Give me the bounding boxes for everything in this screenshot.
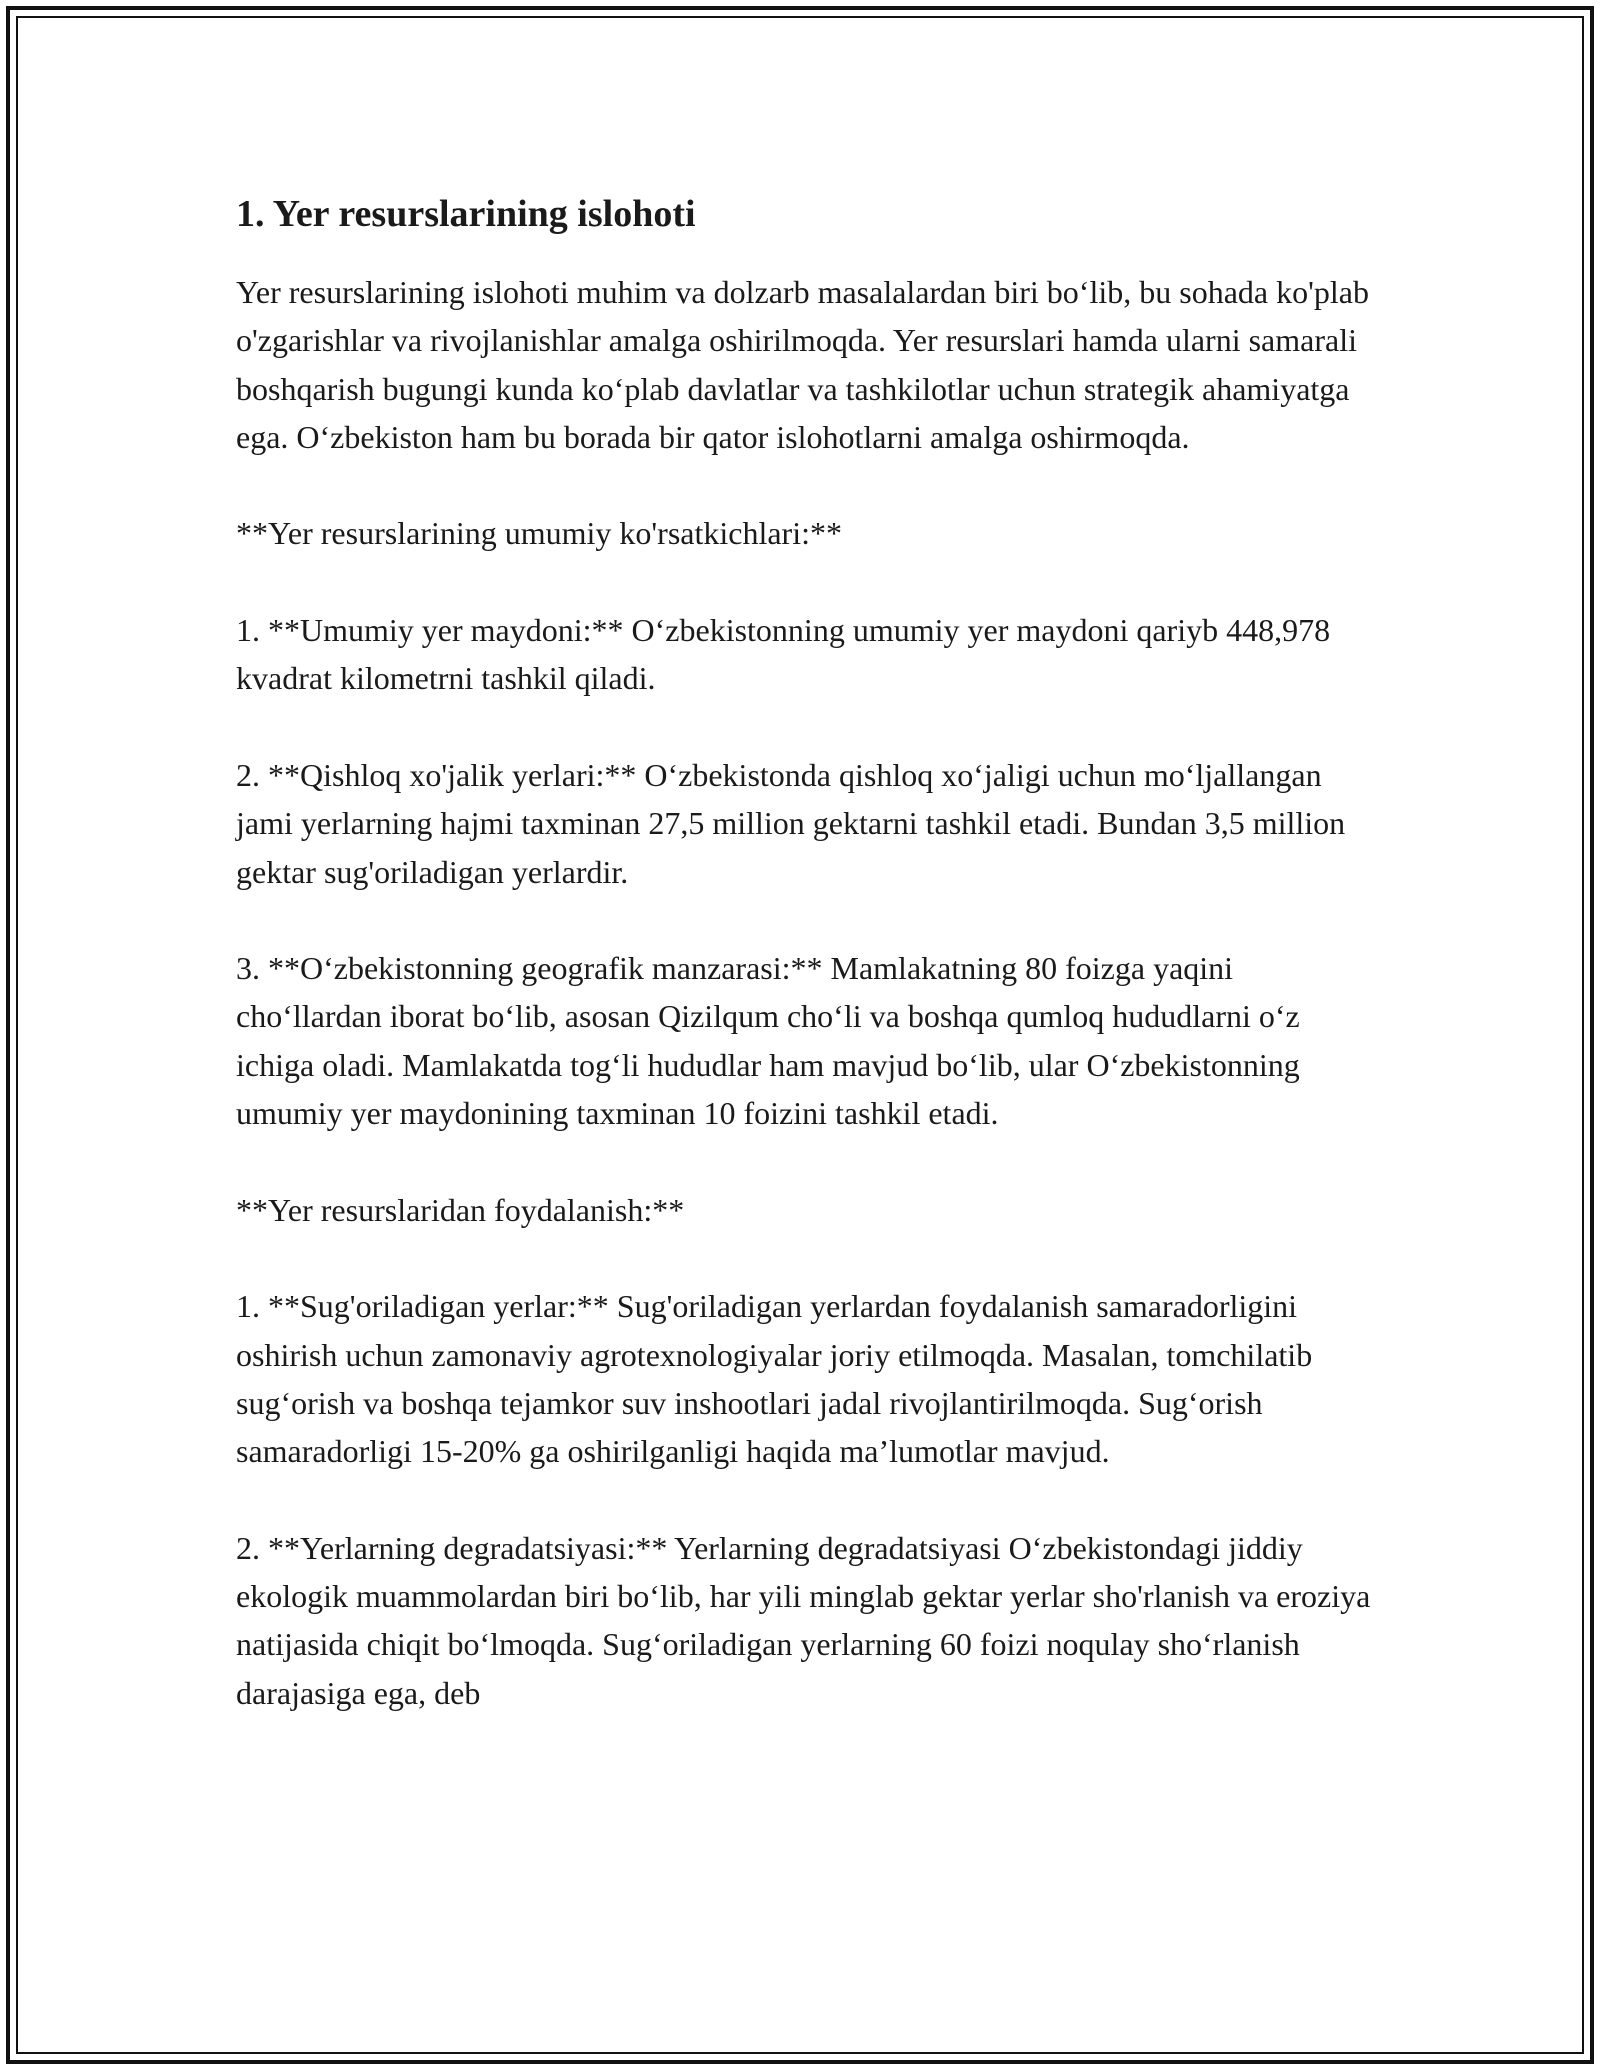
list-item-total-area: 1. **Umumiy yer maydoni:** O‘zbekistonning umumiy yer maydoni qariyb 448,978 kvadrat kilometrni tashkil qiladi. [236,612,1331,697]
list-item-geography: 3. **O‘zbekistonning geografik manzarasi:** Mamlakatning 80 foizga yaqini cho‘llardan iborat bo‘lib, asosan Qizilqum cho‘li va boshqa qumloq hududlarni o‘z ichiga oladi. Mamlakatda tog‘li hududlar ham mavjud bo‘lib, ular O‘zbekistonning umumiy yer maydonining taxminan 10 foizini tashkil etadi. [236,950,1300,1132]
list-item-degradation: 2. **Yerlarning degradatsiyasi:** Yerlarning degradatsiyasi O‘zbekistondagi jiddiy ekologik muammolardan biri bo‘lib, har yili minglab gektar yerlar sho'rlanish va eroziya natijasida chiqit bo‘lmoqda. Sug‘oriladigan yerlarning 60 foizi noqulay sho‘rlanish darajasiga ega, deb [236,1529,1371,1711]
subheading-indicators: **Yer resurslarining umumiy ko'rsatkichlari:** [236,515,842,552]
section-heading: 1. Yer resurslarining islohoti [236,193,696,235]
list-item-agricultural-land: 2. **Qishloq xo'jalik yerlari:** O‘zbekistonda qishloq xo‘jaligi uchun mo‘ljallangan jami yerlarning hajmi taxminan 27,5 million gektarni tashkil etadi. Bundan 3,5 million gektar sug'oriladigan yerlardir. [236,756,1346,890]
intro-paragraph: Yer resurslarining islohoti muhim va dolzarb masalalardan biri bo‘lib, bu sohada ko'plab o'zgarishlar va rivojlanishlar amalga oshirilmoqda. Yer resurslari hamda ularni samarali boshqarish bugungi kunda ko‘plab davlatlar va tashkilotlar uchun strategik ahamiyatga ega. O‘zbekiston ham bu borada bir qator islohotlarni amalga oshirmoqda. [236,274,1369,455]
list-item-irrigated-land: 1. **Sug'oriladigan yerlar:** Sug'oriladigan yerlardan foydalanish samaradorligini oshirish uchun zamonaviy agrotexnologiyalar joriy etilmoqda. Masalan, tomchilatib sug‘orish va boshqa tejamkor suv inshootlari jadal rivojlantirilmoqda. Sug‘orish samaradorligi 15-20% ga oshirilganligi haqida ma’lumotlar mavjud. [236,1288,1313,1470]
document-page [236,186,1376,1717]
subheading-land-use: **Yer resurslaridan foydalanish:** [236,1191,685,1228]
